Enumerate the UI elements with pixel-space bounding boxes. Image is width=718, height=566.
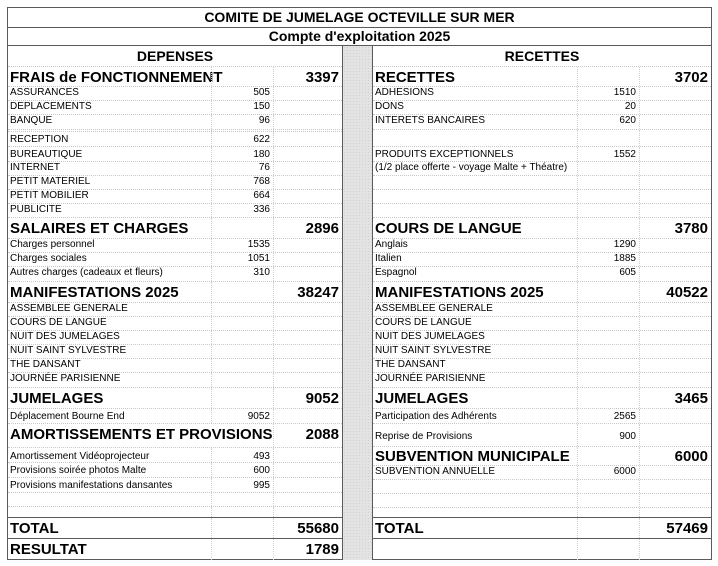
item-label: JOURNÉE PARISIENNE (10, 373, 121, 384)
empty-row (8, 493, 342, 507)
item-value: 76 (211, 162, 273, 175)
item-label: NUIT SAINT SYLVESTRE (10, 345, 127, 356)
table-row (8, 87, 342, 101)
table-row (8, 345, 342, 359)
item-label: Charges personnel (10, 239, 95, 250)
section-total: 2896 (273, 218, 342, 238)
table-row (373, 424, 711, 447)
table-row (8, 115, 342, 130)
item-label: THE DANSANT (10, 359, 81, 370)
table-row (8, 303, 342, 317)
item-value: 20 (577, 101, 639, 114)
section-label: SUBVENTION MUNICIPALE (375, 448, 570, 465)
section-row (373, 218, 711, 239)
item-label: ASSURANCES (10, 87, 79, 98)
recettes-header-row (373, 46, 711, 67)
item-label: NUIT DES JUMELAGES (10, 331, 120, 342)
total-row (373, 517, 711, 539)
table-row (8, 317, 342, 331)
item-value: 6000 (577, 466, 639, 479)
table-row (373, 359, 711, 373)
table-row (373, 162, 711, 176)
total-label: TOTAL (375, 520, 424, 537)
item-label: Provisions soirée photos Malte (10, 465, 147, 476)
column-separator (343, 46, 372, 560)
section-total: 9052 (273, 388, 342, 408)
item-label: Reprise de Provisions (375, 431, 473, 442)
item-value: 2565 (577, 409, 639, 423)
table-row (8, 448, 342, 463)
section-label: MANIFESTATIONS 2025 (375, 284, 544, 301)
item-value: 622 (211, 132, 273, 146)
section-label: RECETTES (375, 69, 456, 86)
item-value: 664 (211, 190, 273, 203)
total-row (8, 517, 342, 539)
table-row (8, 463, 342, 478)
item-label: Participation des Adhérents (375, 411, 497, 422)
table-row (373, 303, 711, 317)
result-value: 1789 (273, 539, 342, 560)
table-row (373, 409, 711, 424)
item-value: 150 (211, 101, 273, 114)
table-row (373, 331, 711, 345)
document-subtitle: Compte d'exploitation 2025 (7, 27, 712, 46)
section-row (373, 67, 711, 87)
result-label: RESULTAT (10, 541, 87, 558)
item-label: BUREAUTIQUE (10, 149, 83, 160)
item-value: 900 (577, 424, 639, 446)
item-label: Italien (375, 253, 402, 264)
item-label: (1/2 place offerte - voyage Malte + Théatre) (375, 162, 568, 173)
empty-row (8, 507, 342, 517)
item-label: Déplacement Bourne End (10, 411, 125, 422)
total-value: 57469 (639, 518, 711, 538)
item-label: COURS DE LANGUE (375, 317, 472, 328)
item-label: NUIT SAINT SYLVESTRE (375, 345, 492, 356)
item-label: JOURNÉE PARISIENNE (375, 373, 486, 384)
recettes-header: RECETTES (504, 48, 580, 64)
section-label: JUMELAGES (10, 390, 104, 407)
item-label: ASSEMBLEE GENERALE (10, 303, 128, 314)
empty-row (373, 539, 711, 560)
item-value: 1552 (577, 147, 639, 161)
item-label: ADHESIONS (375, 87, 434, 98)
table-row (8, 373, 342, 388)
empty-row (373, 494, 711, 508)
section-total: 2088 (273, 424, 342, 447)
table-row (373, 345, 711, 359)
total-label: TOTAL (10, 520, 59, 537)
table-row (373, 373, 711, 388)
section-total: 3397 (273, 67, 342, 86)
item-label: INTERETS BANCAIRES (375, 115, 486, 126)
depenses-panel (7, 46, 343, 560)
section-total: 38247 (273, 282, 342, 302)
item-value: 96 (211, 115, 273, 129)
table-row (8, 101, 342, 115)
item-value: 505 (211, 87, 273, 100)
table-row (8, 253, 342, 267)
section-label: COURS DE LANGUE (375, 220, 522, 237)
empty-row (373, 176, 711, 190)
table-row (8, 239, 342, 253)
document-title: COMITE DE JUMELAGE OCTEVILLE SUR MER (7, 7, 712, 27)
item-label: PRODUITS EXCEPTIONNELS (375, 149, 514, 160)
section-total: 3702 (639, 67, 711, 86)
table-row (373, 239, 711, 253)
item-value: 310 (211, 267, 273, 281)
item-label: Autres charges (cadeaux et fleurs) (10, 267, 163, 278)
item-label: DEPLACEMENTS (10, 101, 92, 112)
table-row (8, 409, 342, 424)
section-total: 6000 (639, 447, 711, 465)
table-row (8, 132, 342, 147)
item-label: SUBVENTION ANNUELLE (375, 466, 496, 477)
section-total: 40522 (639, 282, 711, 302)
item-label: DONS (375, 101, 404, 112)
section-row (8, 67, 342, 87)
item-value: 180 (211, 147, 273, 161)
table-row (8, 478, 342, 493)
section-label: MANIFESTATIONS 2025 (10, 284, 179, 301)
table-row (373, 317, 711, 331)
item-label: BANQUE (10, 115, 53, 126)
recettes-panel (372, 46, 712, 560)
section-row (8, 218, 342, 239)
section-label: JUMELAGES (375, 390, 469, 407)
table-row (373, 115, 711, 130)
item-label: INTERNET (10, 162, 60, 173)
item-label: ASSEMBLEE GENERALE (375, 303, 493, 314)
table-row (8, 176, 342, 190)
item-value: 1051 (211, 253, 273, 266)
section-row (373, 447, 711, 466)
table-row (373, 253, 711, 267)
item-value: 1885 (577, 253, 639, 266)
section-total: 3780 (639, 218, 711, 238)
total-value: 55680 (273, 518, 342, 538)
item-value: 1535 (211, 239, 273, 252)
table-row (373, 101, 711, 115)
section-row (8, 388, 342, 409)
table-row (373, 147, 711, 162)
section-row (373, 282, 711, 303)
item-value: 768 (211, 176, 273, 189)
item-label: COURS DE LANGUE (10, 317, 107, 328)
item-value: 1510 (577, 87, 639, 100)
empty-row (373, 130, 711, 147)
empty-row (373, 508, 711, 517)
section-total: 3465 (639, 388, 711, 408)
depenses-header: DEPENSES (136, 48, 214, 64)
item-label: PUBLICITE (10, 204, 62, 215)
section-row (373, 388, 711, 409)
item-value: 9052 (211, 409, 273, 423)
item-label: PETIT MATERIEL (10, 176, 91, 187)
table-row (8, 147, 342, 162)
table-row (8, 204, 342, 218)
item-label: Anglais (375, 239, 408, 250)
table-row (373, 87, 711, 101)
table-row (373, 466, 711, 480)
section-row (8, 282, 342, 303)
item-label: RECEPTION (10, 134, 69, 145)
item-label: THE DANSANT (375, 359, 446, 370)
item-value: 995 (211, 478, 273, 492)
empty-row (373, 204, 711, 218)
item-label: Amortissement Vidéoprojecteur (10, 451, 150, 462)
item-label: NUIT DES JUMELAGES (375, 331, 485, 342)
item-value: 336 (211, 204, 273, 217)
item-label: Charges sociales (10, 253, 87, 264)
section-label: SALAIRES ET CHARGES (10, 220, 189, 237)
item-value: 605 (577, 267, 639, 281)
result-row (8, 539, 342, 560)
item-value: 493 (211, 448, 273, 462)
table-row (8, 359, 342, 373)
table-row (373, 267, 711, 282)
section-row (8, 424, 342, 448)
item-label: Provisions manifestations dansantes (10, 480, 173, 491)
item-value: 1290 (577, 239, 639, 252)
item-value: 600 (211, 463, 273, 477)
section-label: AMORTISSEMENTS ET PROVISIONS (10, 426, 273, 443)
item-label: Espagnol (375, 267, 417, 278)
empty-row (373, 480, 711, 494)
item-label: PETIT MOBILIER (10, 190, 89, 201)
empty-row (373, 190, 711, 204)
table-row (8, 331, 342, 345)
table-row (8, 190, 342, 204)
table-row (8, 162, 342, 176)
section-label: FRAIS de FONCTIONNEMENT (10, 69, 223, 86)
table-row (8, 267, 342, 282)
depenses-header-row (8, 46, 342, 67)
item-value: 620 (577, 115, 639, 129)
